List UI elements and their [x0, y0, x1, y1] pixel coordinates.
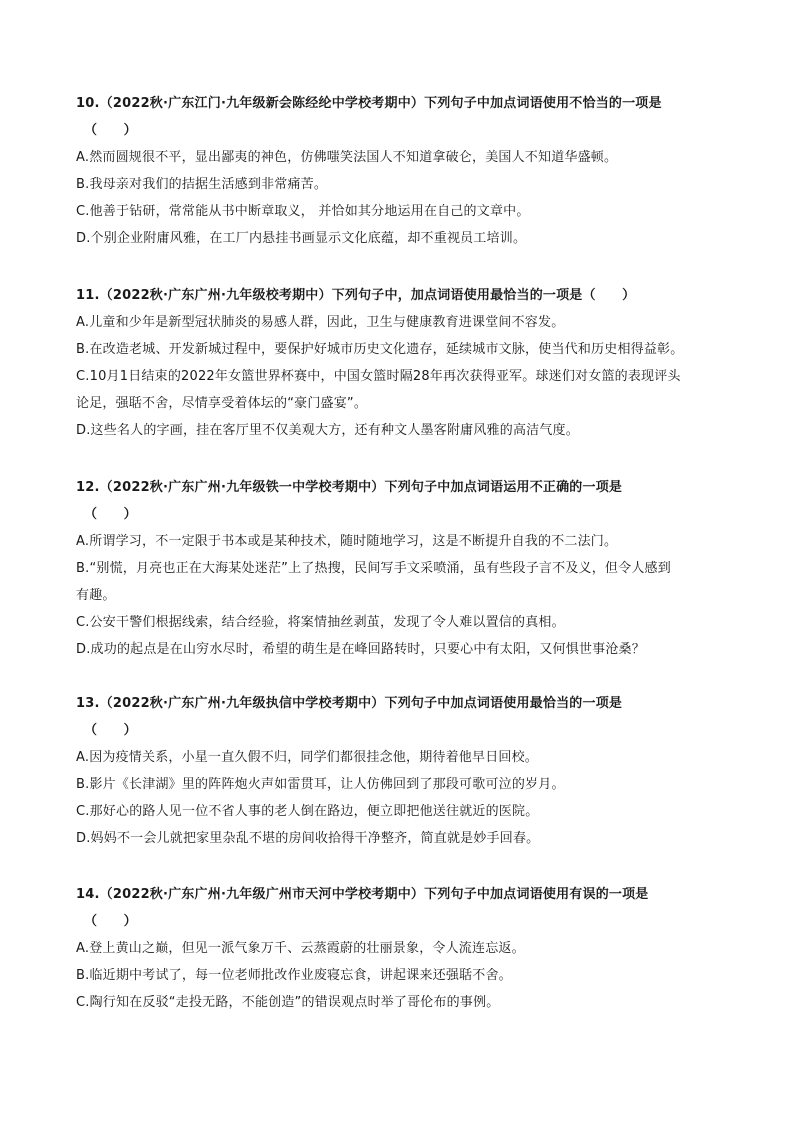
question-stem: 10.（2022秋·广东江门·九年级新会陈经纶中学校考期中）下列句子中加点词语使用不恰当的一项是 [76, 96, 662, 111]
question-stem: 14.（2022秋·广东广州·九年级广州市天河中学校考期中）下列句子中加点词语使用有误的一项是 [76, 887, 649, 902]
option-c: C.他善于钻研，常常能从书中断章取义， 并恰如其分地运用在自己的文章中。 [76, 204, 530, 219]
option-c-continued: 论足，强聒不舍，尽情享受着体坛的“豪门盛宴”。 [76, 396, 368, 411]
option-b: B.“别慌，月亮也正在大海某处迷茫”上了热搜，民间写手文采喷涌，虽有些段子言不及义，但令人感到 [76, 561, 671, 576]
option-a: A.然而圆规很不平，显出鄙夷的神色，仿佛嗤笑法国人不知道拿破仑，美国人不知道华盛顿。 [76, 150, 618, 165]
question-stem: 13.（2022秋·广东广州·九年级执信中学校考期中）下列句子中加点词语使用最恰当的一项是 [76, 696, 623, 711]
option-d: D.妈妈不一会儿就把家里杂乱不堪的房间收拾得干净整齐，简直就是妙手回春。 [76, 831, 540, 846]
option-a: A.因为疫情关系，小星一直久假不归，同学们都很挂念他，期待着他早日回校。 [76, 750, 538, 765]
question-stem: 11.（2022秋·广东广州·九年级校考期中）下列句子中，加点词语使用最恰当的一项是（ ） [76, 288, 636, 303]
answer-blank: （ ） [84, 507, 137, 522]
option-d: D.这些名人的字画，挂在客厅里不仅美观大方，还有种文人墨客附庸风雅的高洁气度。 [76, 423, 579, 438]
option-c: C.10月1日结束的2022年女篮世界杯赛中，中国女篮时隔28年再次获得亚军。球迷们对女篮的表现评头 [76, 369, 681, 384]
answer-blank: （ ） [84, 723, 137, 738]
option-c: C.公安干警们根据线索，结合经验，将案情抽丝剥茧，发现了令人难以置信的真相。 [76, 615, 565, 630]
question-10 [76, 90, 726, 252]
option-b: B.影片《长津湖》里的阵阵炮火声如雷贯耳，让人仿佛回到了那段可歌可泣的岁月。 [76, 777, 565, 792]
question-11 [76, 282, 726, 444]
option-a: A.登上黄山之巅，但见一派气象万千、云蒸霞蔚的壮丽景象，令人流连忘返。 [76, 941, 525, 956]
question-13 [76, 690, 726, 852]
option-d: D.成功的起点是在山穷水尽时，希望的萌生是在峰回路转时，只要心中有太阳，又何惧世事沧桑？ [76, 642, 645, 657]
option-b-continued: 有趣。 [76, 588, 116, 603]
option-c: C.那好心的路人见一位不省人事的老人倒在路边，便立即把他送往就近的医院。 [76, 804, 539, 819]
option-b: B.在改造老城、开发新城过程中，要保护好城市历史文化遗存，延续城市文脉，使当代和历史相得益彰。 [76, 342, 684, 357]
option-a: A.儿童和少年是新型冠状肺炎的易感人群，因此，卫生与健康教育进课堂间不容发。 [76, 315, 565, 330]
question-stem: 12.（2022秋·广东广州·九年级铁一中学校考期中）下列句子中加点词语运用不正确的一项是 [76, 480, 623, 495]
answer-blank: （ ） [84, 914, 137, 929]
option-a: A.所谓学习，不一定限于书本或是某种技术，随时随地学习，这是不断提升自我的不二法门。 [76, 534, 618, 549]
option-b: B.临近期中考试了，每一位老师批改作业废寝忘食，讲起课来还强聒不舍。 [76, 968, 512, 983]
option-d: D.个别企业附庸风雅，在工厂内悬挂书画显示文化底蕴，却不重视员工培训。 [76, 231, 527, 246]
question-12 [76, 474, 726, 663]
answer-blank: （ ） [84, 123, 137, 138]
option-c: C.陶行知在反驳“走投无路，不能创造”的错误观点时举了哥伦布的事例。 [76, 995, 500, 1010]
question-14 [76, 881, 726, 1016]
option-b: B.我母亲对我们的拮据生活感到非常痛苦。 [76, 177, 328, 192]
